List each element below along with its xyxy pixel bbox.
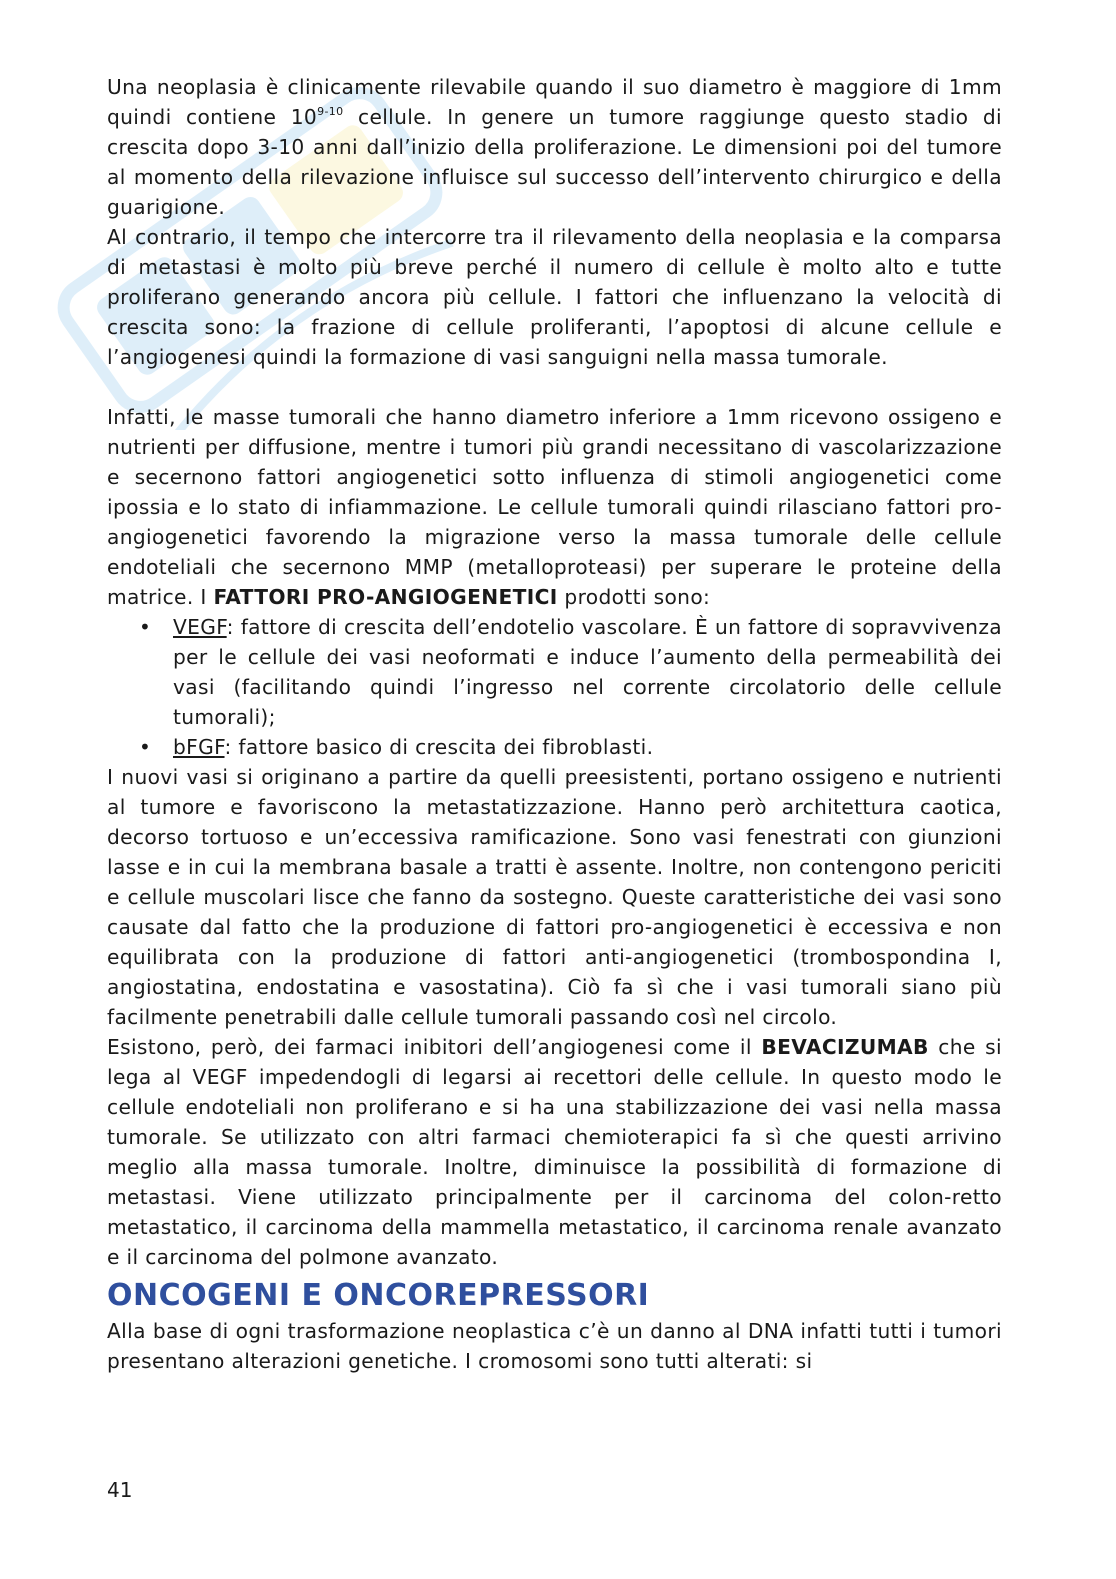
paragraph-5-text-a: Esistono, però, dei farmaci inibitori dell’angiogenesi come il [107, 1035, 762, 1059]
bullet-icon: • [139, 735, 152, 759]
list-item [107, 732, 1002, 762]
document-body [107, 72, 1002, 1376]
paragraph-3-text-a: Infatti, le masse tumorali che hanno diametro inferiore a 1mm ricevono ossigeno e nutrienti per diffusione, mentre i tumori più grandi necessitano di vascolarizzazione e secernono fattori angiogenetici sotto influenza di stimoli angiogenetici come ipossia e lo stato di infiammazione. Le cellule tumorali quindi rilasciano fattori pro-angiogenetici favorendo la migrazione verso la massa tumorale delle cellule endoteliali che secernono MMP (metalloproteasi) per superare le proteine della matrice. I [107, 405, 1002, 609]
list-item-text: : fattore di crescita dell’endotelio vascolare. È un fattore di sopravvivenza per le cellule dei vasi neoformati e induce l’aumento della permeabilità dei vasi (facilitando quindi l’ingresso nel corrente circolatorio delle cellule tumorali); [173, 615, 1002, 729]
paragraph-1 [107, 72, 1002, 222]
list-item-term: bFGF [173, 735, 225, 759]
paragraph-3-text-b: prodotti sono: [557, 585, 711, 609]
section-heading: ONCOGENI E ONCOREPRESSORI [107, 1278, 650, 1313]
page-number: 41 [107, 1478, 133, 1502]
list-item-text: : fattore basico di crescita dei fibroblasti. [224, 735, 654, 759]
superscript-exponent: 9-10 [317, 105, 344, 118]
pro-angiogenic-factors-term: FATTORI PRO-ANGIOGENETICI [213, 585, 558, 609]
paragraph-spacer [107, 372, 1002, 402]
paragraph-4: I nuovi vasi si originano a partire da quelli preesistenti, portano ossigeno e nutrienti al tumore e favoriscono la metastatizzazione. Hanno però architettura caotica, decorso tortuoso e un’eccessiva ramificazione. Sono vasi fenestrati con giunzioni lasse e in cui la membrana basale a tratti è assente. Inoltre, non contengono periciti e cellule muscolari lisce che fanno da sostegno. Queste caratteristiche dei vasi sono causate dal fatto che la produzione di fattori pro-angiogenetici è eccessiva e non equilibrata con la produzione di fattori anti-angiogenetici (trombospondina I, angiostatina, endostatina e vasostatina). Ciò fa sì che i vasi tumorali siano più facilmente penetrabili dalle cellule tumorali passando così nel circolo. [107, 765, 1002, 1029]
paragraph-1-text-a: Una neoplasia è clinicamente rilevabile quando il suo diametro è maggiore di 1mm quindi contiene 10 [107, 75, 1002, 129]
list-item [107, 612, 1002, 732]
factors-list [107, 612, 1002, 762]
list-item-term: VEGF [173, 615, 227, 639]
paragraph-6: Alla base di ogni trasformazione neoplastica c’è un danno al DNA infatti tutti i tumori presentano alterazioni genetiche. I cromosomi sono tutti alterati: si [107, 1319, 1002, 1373]
paragraph-5-text-b: che si lega al VEGF impedendogli di legarsi ai recettori delle cellule. In questo modo le cellule endoteliali non proliferano e si ha una stabilizzazione dei vasi nella massa tumorale. Se utilizzato con altri farmaci chemioterapici fa sì che questi arrivino meglio alla massa tumorale. Inoltre, diminuisce la possibilità di formazione di metastasi. Viene utilizzato principalmente per il carcinoma del colon-retto metastatico, il carcinoma della mammella metastatico, il carcinoma renale avanzato e il carcinoma del polmone avanzato. [107, 1035, 1002, 1269]
paragraph-2: Al contrario, il tempo che intercorre tra il rilevamento della neoplasia e la comparsa di metastasi è molto più breve perché il numero di cellule è molto alto e tutte proliferano generando ancora più cellule. I fattori che influenzano la velocità di crescita sono: la frazione di cellule proliferanti, l’apoptosi di alcune cellule e l’angiogenesi quindi la formazione di vasi sanguigni nella massa tumorale. [107, 225, 1002, 369]
paragraph-3 [107, 402, 1002, 612]
paragraph-5 [107, 1032, 1002, 1272]
paragraph-1-text-b: cellule. In genere un tumore raggiunge questo stadio di crescita dopo 3-10 anni dall’inizio della proliferazione. Le dimensioni poi del tumore al momento della rilevazione influisce sul successo dell’intervento chirurgico e della guarigione. [107, 105, 1002, 219]
bevacizumab-term: BEVACIZUMAB [761, 1035, 929, 1059]
bullet-icon: • [139, 615, 152, 639]
